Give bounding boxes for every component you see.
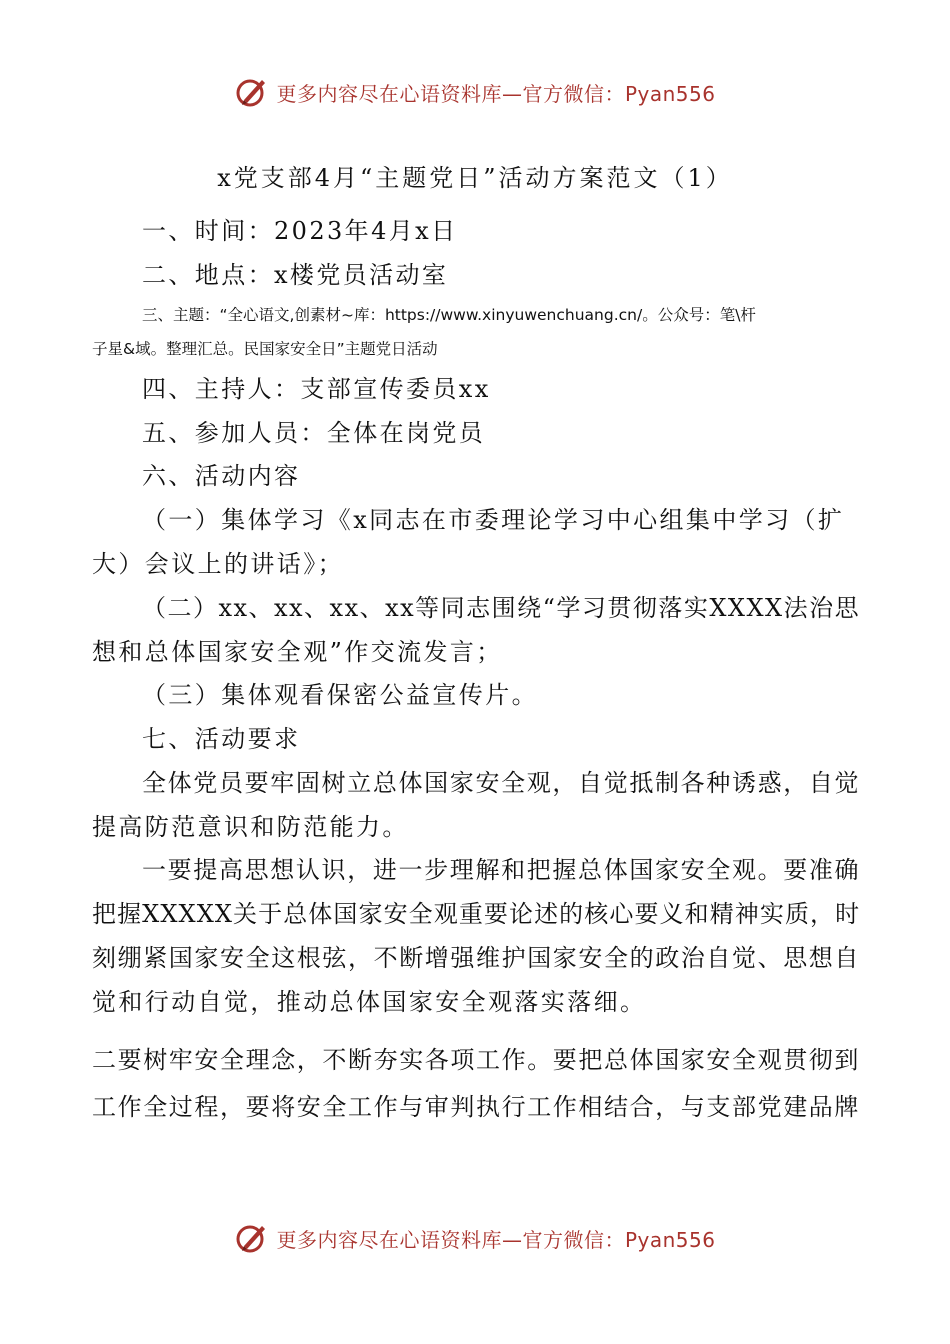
requirements-para1-line2: 提高防范意识和防范能力。 (92, 813, 409, 841)
pen-logo-icon (234, 74, 270, 110)
watermark-text: 更多内容尽在心语资料库—官方微信：Pyan556 (276, 81, 716, 106)
document-title: x党支部4月“主题党日”活动方案范文（1） (217, 164, 733, 192)
header-watermark (0, 70, 950, 114)
footer-watermark (0, 1216, 950, 1260)
item-theme-line2: 子星&域。整理汇总。民国家安全日”主题党日活动 (92, 340, 438, 358)
requirements-para2-line2: 把握XXXXX关于总体国家安全观重要论述的核心要义和精神实质，时 (92, 900, 861, 928)
requirements-para2-line3: 刻绷紧国家安全这根弦，不断增强维护国家安全的政治自觉、思想自 (92, 944, 860, 972)
content-item-1-line2: 大）会议上的讲话》； (92, 550, 344, 578)
watermark-text: 更多内容尽在心语资料库—官方微信：Pyan556 (276, 1227, 716, 1252)
content-item-2-line1: （二）xx、xx、xx、xx等同志围绕“学习贯彻落实XXXX法治思 (142, 594, 861, 622)
requirements-para1-line1: 全体党员要牢固树立总体国家安全观，自觉抵制各种诱惑，自觉 (142, 769, 861, 797)
item-participants: 五、参加人员：全体在岗党员 (142, 419, 486, 447)
item-requirements-heading: 七、活动要求 (142, 725, 301, 753)
requirements-para2-line1: 一要提高思想认识，进一步理解和把握总体国家安全观。要准确 (142, 856, 861, 884)
requirements-para3-line2: 工作全过程，要将安全工作与审判执行工作相结合，与支部党建品牌 (92, 1093, 860, 1121)
item-location: 二、地点：x楼党员活动室 (142, 261, 449, 289)
pen-logo-icon (234, 1220, 270, 1256)
item-theme-line1: 三、主题：“全心语文,创素材~库：https://www.xinyuwenchuang.cn/。公众号：笔\杆 (142, 306, 756, 324)
content-item-3: （三）集体观看保密公益宣传片。 (142, 681, 538, 709)
content-item-1-line1: （一）集体学习《x同志在市委理论学习中心组集中学习（扩 (142, 506, 845, 534)
item-time: 一、时间：2023年4月x日 (142, 217, 458, 245)
content-item-2-line2: 想和总体国家安全观”作交流发言； (92, 638, 503, 666)
requirements-para3-line1: 二要树牢安全理念，不断夯实各项工作。要把总体国家安全观贯彻到 (92, 1046, 860, 1074)
item-content-heading: 六、活动内容 (142, 462, 301, 490)
requirements-para2-line4: 觉和行动自觉，推动总体国家安全观落实落细。 (92, 988, 647, 1016)
item-host: 四、主持人：支部宣传委员xx (142, 375, 491, 403)
